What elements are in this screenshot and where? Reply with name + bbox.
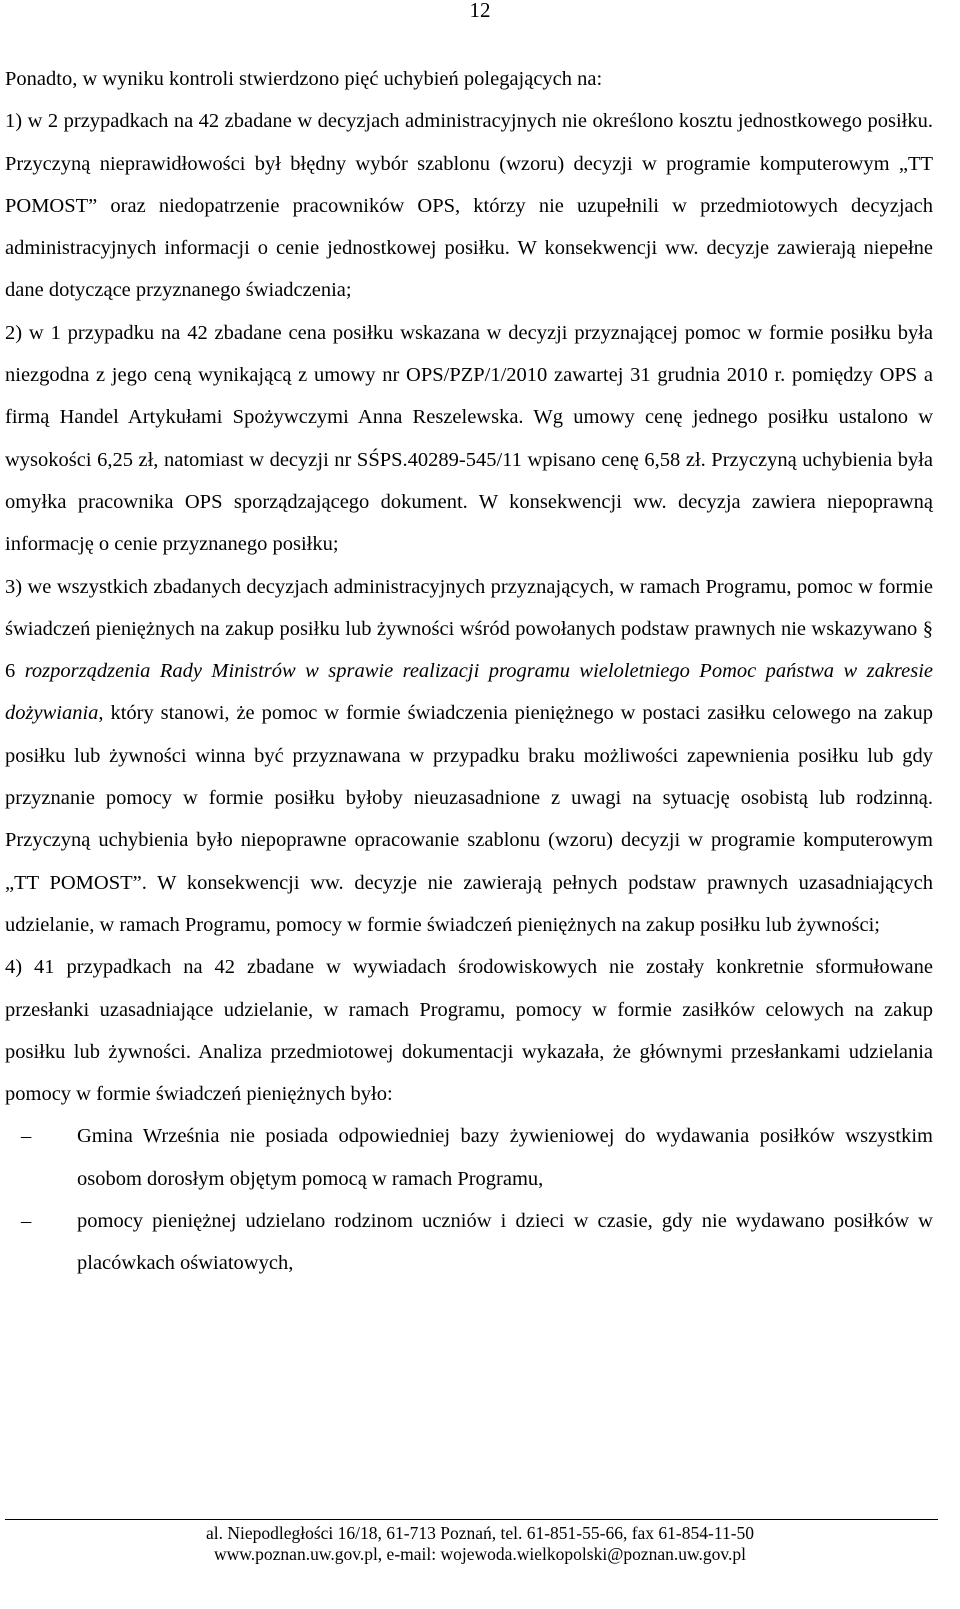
finding-1-paragraph: 1) w 2 przypadkach na 42 zbadane w decyzjach administracyjnych nie określono kosztu jednostkowego posiłku. Przyczyną nieprawidłowości był błędny wybór szablonu (wzoru) decyzji w programie komputerowym „TT POMOST” oraz niedopatrzenie pracowników OPS, którzy nie uzupełnili w przedmiotowych decyzjach administracyjnych informacji o cenie jednostkowej posiłku. W konsekwencji ww. decyzje zawierają niepełne dane dotyczące przyznanego świadczenia; bbox=[5, 110, 933, 302]
page-number: 12 bbox=[469, 0, 491, 22]
list-item-text: pomocy pieniężnej udzielano rodzinom uczniów i dzieci w czasie, gdy nie wydawano posiłków w placówkach oświatowych, bbox=[77, 1210, 933, 1275]
list-item bbox=[5, 1200, 933, 1285]
footer-divider bbox=[5, 1519, 938, 1520]
footer bbox=[0, 1523, 960, 1565]
document-body bbox=[5, 58, 933, 1285]
finding-3-text-start: 3) we wszystkich zbadanych decyzjach administracyjnych przyznających, w ramach Programu, pomoc w formie świadczeń pieniężnych na zakup posiłku lub żywności wśród powołanych podstaw prawnych nie wskazywano § 6 bbox=[5, 575, 933, 683]
finding-4-paragraph: 4) 41 przypadkach na 42 zbadane w wywiadach środowiskowych nie zostały konkretnie sformułowane przesłanki uzasadniające udzielanie, w ramach Programu, pomocy w formie zasiłków celowych na zakup posiłku lub żywności. Analiza przedmiotowej dokumentacji wykazała, że głównymi przesłankami udzielania pomocy w formie świadczeń pieniężnych było: bbox=[5, 956, 933, 1106]
finding-3-paragraph bbox=[5, 566, 933, 947]
regulation-title: rozporządzenia Rady Ministrów w sprawie realizacji programu wieloletniego Pomoc państwa w zakresie dożywiania bbox=[5, 660, 934, 725]
finding-3-text-end: , który stanowi, że pomoc w formie świadczenia pieniężnego w postaci zasiłku celowego na zakup posiłku lub żywności winna być przyznawana w przypadku braku możliwości zapewnienia posiłku lub gdy przyznanie pomocy w formie posiłku byłoby nieuzasadnione z uwagi na sytuację osobistą lub rodzinną. Przyczyną uchybienia było niepoprawne opracowanie szablonu (wzoru) decyzji w programie komputerowym „TT POMOST”. W konsekwencji ww. decyzje nie zawierają pełnych podstaw prawnych uzasadniających udzielanie, w ramach Programu, pomocy w formie świadczeń pieniężnych na zakup posiłku lub żywności; bbox=[5, 702, 933, 936]
intro-paragraph: Ponadto, w wyniku kontroli stwierdzono pięć uchybień polegających na: bbox=[5, 68, 603, 90]
premises-list bbox=[5, 1115, 933, 1284]
dash-bullet: – bbox=[21, 1125, 32, 1148]
footer-address: al. Niepodległości 16/18, 61-713 Poznań, tel. 61-851-55-66, fax 61-854-11-50 bbox=[205, 1523, 755, 1543]
dash-bullet: – bbox=[21, 1210, 32, 1233]
footer-contact: www.poznan.uw.gov.pl, e-mail: wojewoda.wielkopolski@poznan.uw.gov.pl bbox=[214, 1544, 746, 1564]
list-item bbox=[5, 1115, 933, 1200]
list-item-text: Gmina Września nie posiada odpowiedniej bazy żywieniowej do wydawania posiłków wszystkim osobom dorosłym objętym pomocą w ramach Programu, bbox=[77, 1125, 933, 1190]
finding-2-paragraph: 2) w 1 przypadku na 42 zbadane cena posiłku wskazana w decyzji przyznającej pomoc w formie posiłku była niezgodna z jego ceną wynikającą z umowy nr OPS/PZP/1/2010 zawartej 31 grudnia 2010 r. pomiędzy OPS a firmą Handel Artykułami Spożywczymi Anna Reszelewska. Wg umowy cenę jednego posiłku ustalono w wysokości 6,25 zł, natomiast w decyzji nr SŚPS.40289-545/11 wpisano cenę 6,58 zł. Przyczyną uchybienia była omyłka pracownika OPS sporządzającego dokument. W konsekwencji ww. decyzja zawiera niepoprawną informację o cenie przyznanego posiłku; bbox=[5, 321, 933, 556]
